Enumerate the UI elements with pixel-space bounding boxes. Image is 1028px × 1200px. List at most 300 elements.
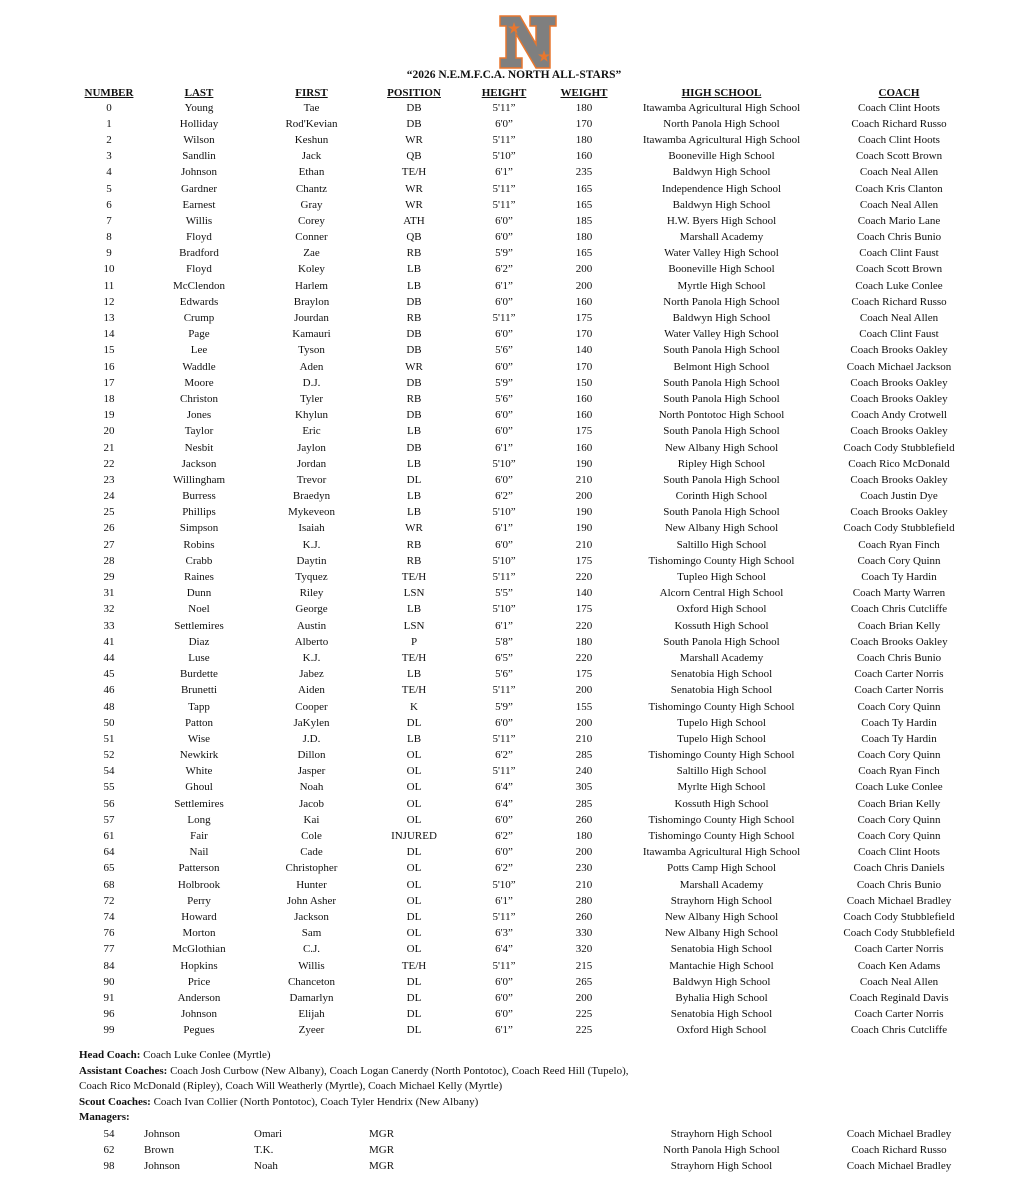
cell-height: 6'0” <box>495 846 513 859</box>
cell-weight: 190 <box>575 506 593 519</box>
cell-number: 56 <box>103 797 115 810</box>
cell-coach: Coach Clint Hoots <box>858 133 940 146</box>
cell-number: 44 <box>103 651 115 664</box>
cell-first-name: JaKylen <box>293 716 330 729</box>
cell-position: RB <box>406 312 422 325</box>
cell-first-name: John Asher <box>286 894 337 907</box>
cell-number: 45 <box>103 668 115 681</box>
cell-first-name: Jaylon <box>297 441 326 454</box>
cell-first-name: Koley <box>298 263 325 276</box>
cell-position: QB <box>406 231 422 244</box>
cell-high-school: Senatobia High School <box>670 668 773 681</box>
table-row <box>74 1142 974 1158</box>
cell-height <box>459 1158 549 1174</box>
cell-coach: Coach Richard Russo <box>851 117 947 130</box>
cell-height: 6'1” <box>495 522 513 535</box>
cell-coach: Coach Cory Quinn <box>857 749 941 762</box>
assistant-coaches-line <box>79 1064 629 1080</box>
cell-last-name: Floyd <box>186 263 212 276</box>
cell-weight: 180 <box>575 635 593 648</box>
cell-position: OL <box>406 813 422 826</box>
table-row <box>74 100 974 116</box>
cell-weight: 240 <box>575 765 593 778</box>
table-row <box>74 294 974 310</box>
cell-first-name: Eric <box>302 425 321 438</box>
cell-first-name: Austin <box>296 619 327 632</box>
cell-height: 6'2” <box>495 830 513 843</box>
cell-high-school: North Panola High School <box>663 295 780 308</box>
cell-last-name: Robins <box>183 538 215 551</box>
cell-weight: 175 <box>575 668 593 681</box>
cell-coach: Coach Carter Norris <box>854 943 944 956</box>
cell-height: 6'0” <box>495 231 513 244</box>
cell-coach: Coach Brooks Oakley <box>850 376 948 389</box>
cell-first-name: Tyson <box>298 344 325 357</box>
cell-coach: Coach Chris Bunio <box>856 878 942 891</box>
cell-position: DB <box>406 441 422 454</box>
cell-height: 6'0” <box>495 716 513 729</box>
cell-position: TE/H <box>401 959 427 972</box>
cell-height: 6'4” <box>495 781 513 794</box>
cell-weight: 160 <box>575 409 593 422</box>
table-row <box>74 699 974 715</box>
cell-coach: Coach Chris Bunio <box>856 231 942 244</box>
cell-weight: 185 <box>575 214 593 227</box>
cell-last-name: Noel <box>188 603 210 616</box>
cell-last-name: Morton <box>182 927 216 940</box>
cell-position: OL <box>406 797 422 810</box>
cell-height: 6'0” <box>495 813 513 826</box>
cell-coach: Coach Mario Lane <box>857 214 941 227</box>
cell-weight: 200 <box>575 279 593 292</box>
table-row <box>74 310 974 326</box>
cell-height: 5'11” <box>492 133 516 146</box>
cell-last-name: Bradford <box>179 247 219 260</box>
column-header-height: HEIGHT <box>481 87 527 99</box>
table-row <box>74 748 974 764</box>
column-header-last: LAST <box>184 87 214 99</box>
cell-last-name: Brown <box>144 1143 174 1156</box>
assistant-coaches-line-2: Coach Rico McDonald (Ripley), Coach Will Weatherly (Myrtle), Coach Michael Kelly (Myrtle) <box>79 1080 503 1092</box>
table-row <box>74 861 974 877</box>
cell-last-name: Luse <box>188 651 210 664</box>
cell-number: 9 <box>106 247 112 260</box>
cell-high-school: New Albany High School <box>664 927 779 940</box>
cell-position: LB <box>406 263 422 276</box>
table-row <box>74 456 974 472</box>
cell-height: 5'11” <box>492 182 516 195</box>
cell-high-school: South Panola High School <box>663 473 780 486</box>
cell-first-name: Gray <box>300 198 323 211</box>
cell-first-name: Kamauri <box>292 328 331 341</box>
cell-coach: Coach Richard Russo <box>851 1143 947 1156</box>
cell-high-school: Oxford High School <box>676 603 767 616</box>
table-row <box>74 343 974 359</box>
table-row <box>74 278 974 294</box>
cell-last-name: Nail <box>189 846 209 859</box>
cell-height: 5'9” <box>495 247 513 260</box>
cell-coach: Coach Scott Brown <box>855 263 943 276</box>
cell-last-name: McGlothian <box>172 943 226 956</box>
cell-weight: 180 <box>575 101 593 114</box>
cell-coach: Coach Luke Conlee <box>855 781 943 794</box>
cell-weight: 200 <box>575 716 593 729</box>
cell-position: DL <box>406 975 422 988</box>
cell-weight: 160 <box>575 392 593 405</box>
cell-height: 6'0” <box>495 538 513 551</box>
cell-position: DB <box>406 101 422 114</box>
cell-number: 76 <box>103 927 115 940</box>
cell-first-name: Christopher <box>285 862 338 875</box>
cell-position: LSN <box>403 619 425 632</box>
cell-position: DL <box>406 991 422 1004</box>
table-row <box>74 440 974 456</box>
cell-position: DL <box>406 716 422 729</box>
table-row <box>74 845 974 861</box>
cell-position: LSN <box>403 587 425 600</box>
cell-weight: 265 <box>575 975 593 988</box>
cell-weight: 190 <box>575 457 593 470</box>
cell-weight: 175 <box>575 603 593 616</box>
cell-coach: Coach Carter Norris <box>854 668 944 681</box>
cell-position: OL <box>406 781 422 794</box>
school-logo <box>498 14 558 70</box>
cell-first-name: Ethan <box>298 166 325 179</box>
cell-high-school: North Pontotoc High School <box>658 409 785 422</box>
cell-weight: 260 <box>575 910 593 923</box>
cell-weight: 235 <box>575 166 593 179</box>
table-row <box>74 650 974 666</box>
cell-first-name: Hunter <box>296 878 327 891</box>
cell-high-school: Water Valley High School <box>664 328 779 341</box>
cell-last-name: McClendon <box>173 279 225 292</box>
cell-position: LB <box>406 506 422 519</box>
cell-first-name: Keshun <box>294 133 329 146</box>
cell-position: MGR <box>369 1143 395 1156</box>
cell-coach: Coach Clint Hoots <box>858 846 940 859</box>
cell-position: INJURED <box>391 830 437 843</box>
cell-first-name: Jasper <box>297 765 326 778</box>
cell-height: 5'11” <box>492 571 516 584</box>
cell-weight: 150 <box>575 376 593 389</box>
cell-number: 13 <box>103 312 115 325</box>
cell-last-name: Anderson <box>177 991 221 1004</box>
head-coach-value: Coach Luke Conlee (Myrtle) <box>143 1049 271 1061</box>
cell-number: 8 <box>106 231 112 244</box>
cell-first-name: Sam <box>301 927 322 940</box>
cell-position: DB <box>406 117 422 130</box>
cell-number: 17 <box>103 376 115 389</box>
cell-height: 6'0” <box>495 295 513 308</box>
cell-weight: 330 <box>575 927 593 940</box>
head-coach-line <box>79 1048 629 1064</box>
cell-weight: 155 <box>575 700 593 713</box>
cell-high-school: Tishomingo County High School <box>648 830 795 843</box>
cell-weight: 190 <box>575 522 593 535</box>
cell-first-name: Alberto <box>294 635 329 648</box>
cell-last-name: Settlemires <box>174 619 224 632</box>
cell-first-name: J.D. <box>302 732 321 745</box>
table-row <box>74 230 974 246</box>
cell-coach: Coach Ken Adams <box>857 959 941 972</box>
column-header-first: FIRST <box>295 87 328 99</box>
table-row <box>74 181 974 197</box>
cell-number: 7 <box>106 214 112 227</box>
cell-height: 5'6” <box>495 392 513 405</box>
cell-coach: Coach Cody Stubblefield <box>843 522 955 535</box>
cell-position: LB <box>406 425 422 438</box>
table-row <box>74 812 974 828</box>
cell-coach: Coach Cody Stubblefield <box>843 927 955 940</box>
cell-coach: Coach Kris Clanton <box>855 182 943 195</box>
cell-height <box>459 1142 549 1158</box>
cell-height: 6'5” <box>495 651 513 664</box>
cell-height: 6'0” <box>495 1008 513 1021</box>
cell-last-name: Perry <box>187 894 211 907</box>
cell-coach: Coach Ty Hardin <box>861 571 937 584</box>
cell-high-school: North Panola High School <box>663 117 780 130</box>
cell-position: LB <box>406 279 422 292</box>
cell-number: 21 <box>103 441 115 454</box>
cell-number: 65 <box>103 862 115 875</box>
cell-number: 57 <box>103 813 115 826</box>
cell-position: OL <box>406 943 422 956</box>
cell-position: DL <box>406 1024 422 1037</box>
cell-high-school: Itawamba Agricultural High School <box>642 101 801 114</box>
cell-high-school: Tupelo High School <box>677 716 766 729</box>
cell-weight <box>549 1126 619 1142</box>
cell-weight: 175 <box>575 425 593 438</box>
cell-last-name: Tapp <box>188 700 210 713</box>
cell-height: 5'8” <box>495 635 513 648</box>
cell-high-school: Baldwyn High School <box>672 312 771 325</box>
cell-high-school: New Albany High School <box>664 441 779 454</box>
cell-position: OL <box>406 765 422 778</box>
cell-height: 6'1” <box>495 894 513 907</box>
cell-last-name: Wise <box>187 732 211 745</box>
cell-number: 16 <box>103 360 115 373</box>
cell-height: 6'0” <box>495 117 513 130</box>
managers-body <box>74 1126 974 1174</box>
cell-number: 27 <box>103 538 115 551</box>
cell-first-name: K.J. <box>302 651 321 664</box>
cell-position: DB <box>406 409 422 422</box>
cell-high-school: Itawamba Agricultural High School <box>642 133 801 146</box>
cell-position: WR <box>405 133 423 146</box>
table-row <box>74 715 974 731</box>
cell-last-name: Hopkins <box>180 959 218 972</box>
cell-high-school: Baldwyn High School <box>672 166 771 179</box>
cell-height: 6'0” <box>495 409 513 422</box>
cell-height: 5'11” <box>492 732 516 745</box>
cell-position: P <box>410 635 418 648</box>
cell-height: 5'10” <box>492 150 516 163</box>
table-row <box>74 1007 974 1023</box>
cell-weight: 200 <box>575 263 593 276</box>
cell-last-name: Taylor <box>184 425 214 438</box>
cell-last-name: Willingham <box>172 473 226 486</box>
cell-last-name: Sandlin <box>182 150 216 163</box>
cell-coach: Coach Scott Brown <box>855 150 943 163</box>
table-row <box>74 731 974 747</box>
cell-number: 1 <box>106 117 112 130</box>
cell-weight: 165 <box>575 198 593 211</box>
cell-position: OL <box>406 749 422 762</box>
cell-height: 6'0” <box>495 975 513 988</box>
cell-high-school: Corinth High School <box>675 490 768 503</box>
cell-first-name: Mykeveon <box>287 506 336 519</box>
table-row <box>74 553 974 569</box>
cell-number: 61 <box>103 830 115 843</box>
cell-last-name: Burdette <box>180 668 218 681</box>
cell-high-school: Alcorn Central High School <box>659 587 784 600</box>
cell-coach: Coach Michael Bradley <box>846 1159 952 1172</box>
cell-last-name: Johnson <box>144 1127 181 1140</box>
cell-number: 4 <box>106 166 112 179</box>
cell-height: 6'2” <box>495 263 513 276</box>
cell-number: 28 <box>103 554 115 567</box>
cell-position: RB <box>406 392 422 405</box>
cell-weight: 175 <box>575 312 593 325</box>
cell-coach: Coach Cory Quinn <box>857 700 941 713</box>
cell-last-name: Diaz <box>188 635 210 648</box>
cell-last-name: Ghoul <box>185 781 213 794</box>
cell-last-name: Jackson <box>181 457 217 470</box>
cell-high-school: Itawamba Agricultural High School <box>642 846 801 859</box>
cell-height: 5'10” <box>492 457 516 470</box>
cell-last-name: Willis <box>185 214 213 227</box>
cell-coach: Coach Marty Warren <box>852 587 946 600</box>
cell-number: 12 <box>103 295 115 308</box>
cell-first-name: Dillon <box>297 749 326 762</box>
table-row <box>74 537 974 553</box>
table-row <box>74 327 974 343</box>
cell-coach: Coach Brooks Oakley <box>850 635 948 648</box>
cell-weight: 200 <box>575 991 593 1004</box>
cell-last-name: Gardner <box>180 182 218 195</box>
cell-first-name: Conner <box>295 231 328 244</box>
cell-weight: 160 <box>575 441 593 454</box>
cell-last-name: Christon <box>180 392 218 405</box>
cell-first-name: Isaiah <box>298 522 325 535</box>
table-row <box>74 909 974 925</box>
table-row <box>74 197 974 213</box>
cell-high-school: Myrtle High School <box>677 279 766 292</box>
cell-position: OL <box>406 862 422 875</box>
cell-first-name: Noah <box>299 781 324 794</box>
cell-last-name: Young <box>184 101 214 114</box>
cell-number: 29 <box>103 571 115 584</box>
cell-first-name: Aden <box>299 360 324 373</box>
cell-weight: 280 <box>575 894 593 907</box>
cell-height: 5'6” <box>495 344 513 357</box>
cell-height: 5'11” <box>492 910 516 923</box>
cell-high-school: Saltillo High School <box>676 538 767 551</box>
cell-weight: 200 <box>575 490 593 503</box>
cell-first-name: Khylun <box>295 409 328 422</box>
cell-high-school: Strayhorn High School <box>670 894 773 907</box>
cell-height: 6'0” <box>495 328 513 341</box>
cell-number: 0 <box>106 101 112 114</box>
cell-number: 23 <box>103 473 115 486</box>
cell-number: 48 <box>103 700 115 713</box>
cell-first-name: Jabez <box>299 668 324 681</box>
cell-first-name: Jourdan <box>294 312 329 325</box>
cell-coach: Coach Michael Jackson <box>846 360 952 373</box>
cell-last-name: Howard <box>181 910 217 923</box>
cell-coach: Coach Reginald Davis <box>849 991 949 1004</box>
cell-coach: Coach Michael Bradley <box>846 1127 952 1140</box>
cell-weight: 305 <box>575 781 593 794</box>
cell-position: ATH <box>403 214 425 227</box>
table-row <box>74 618 974 634</box>
cell-height: 5'10” <box>492 878 516 891</box>
cell-height: 5'11” <box>492 312 516 325</box>
cell-number: 32 <box>103 603 115 616</box>
cell-number: 5 <box>106 182 112 195</box>
cell-last-name: Holliday <box>179 117 219 130</box>
roster-body <box>74 100 974 1039</box>
cell-position: WR <box>405 360 423 373</box>
table-row <box>74 472 974 488</box>
cell-coach: Coach Justin Dye <box>860 490 938 503</box>
cell-coach: Coach Cory Quinn <box>857 554 941 567</box>
cell-height: 6'4” <box>495 943 513 956</box>
cell-first-name: Chanceton <box>287 975 336 988</box>
cell-coach: Coach Rico McDonald <box>848 457 950 470</box>
cell-high-school: Marshall Academy <box>679 878 764 891</box>
cell-last-name: Holbrook <box>177 878 221 891</box>
table-row <box>74 391 974 407</box>
cell-last-name: Newkirk <box>179 749 219 762</box>
column-header-coach: COACH <box>878 87 920 99</box>
cell-last-name: Dunn <box>186 587 212 600</box>
cell-position: TE/H <box>401 684 427 697</box>
table-row <box>74 1158 974 1174</box>
cell-coach: Coach Cody Stubblefield <box>843 441 955 454</box>
table-row <box>74 149 974 165</box>
cell-weight: 225 <box>575 1008 593 1021</box>
cell-number: 51 <box>103 732 115 745</box>
table-row <box>74 974 974 990</box>
cell-height <box>459 1126 549 1142</box>
cell-coach: Coach Clint Faust <box>859 328 939 341</box>
cell-height: 5'5” <box>495 587 513 600</box>
cell-last-name: Waddle <box>182 360 216 373</box>
cell-position: OL <box>406 878 422 891</box>
cell-first-name: Trevor <box>296 473 327 486</box>
cell-weight: 230 <box>575 862 593 875</box>
cell-number: 72 <box>103 894 115 907</box>
cell-weight: 200 <box>575 846 593 859</box>
cell-last-name: Crump <box>183 312 215 325</box>
cell-number: 18 <box>103 392 115 405</box>
cell-coach: Coach Carter Norris <box>854 1008 944 1021</box>
cell-weight: 170 <box>575 360 593 373</box>
cell-last-name: Johnson <box>180 166 218 179</box>
cell-position: DB <box>406 344 422 357</box>
cell-high-school: Marshall Academy <box>679 651 764 664</box>
cell-last-name: Pegues <box>183 1024 215 1037</box>
cell-last-name: Page <box>188 328 210 341</box>
column-header-position: POSITION <box>387 87 441 99</box>
cell-last-name: Simpson <box>179 522 219 535</box>
cell-high-school: Senatobia High School <box>670 943 773 956</box>
assistant-coaches-label: Assistant Coaches: <box>79 1064 168 1077</box>
cell-high-school: Tishomingo County High School <box>648 700 795 713</box>
table-row <box>74 764 974 780</box>
cell-number: 77 <box>103 943 115 956</box>
